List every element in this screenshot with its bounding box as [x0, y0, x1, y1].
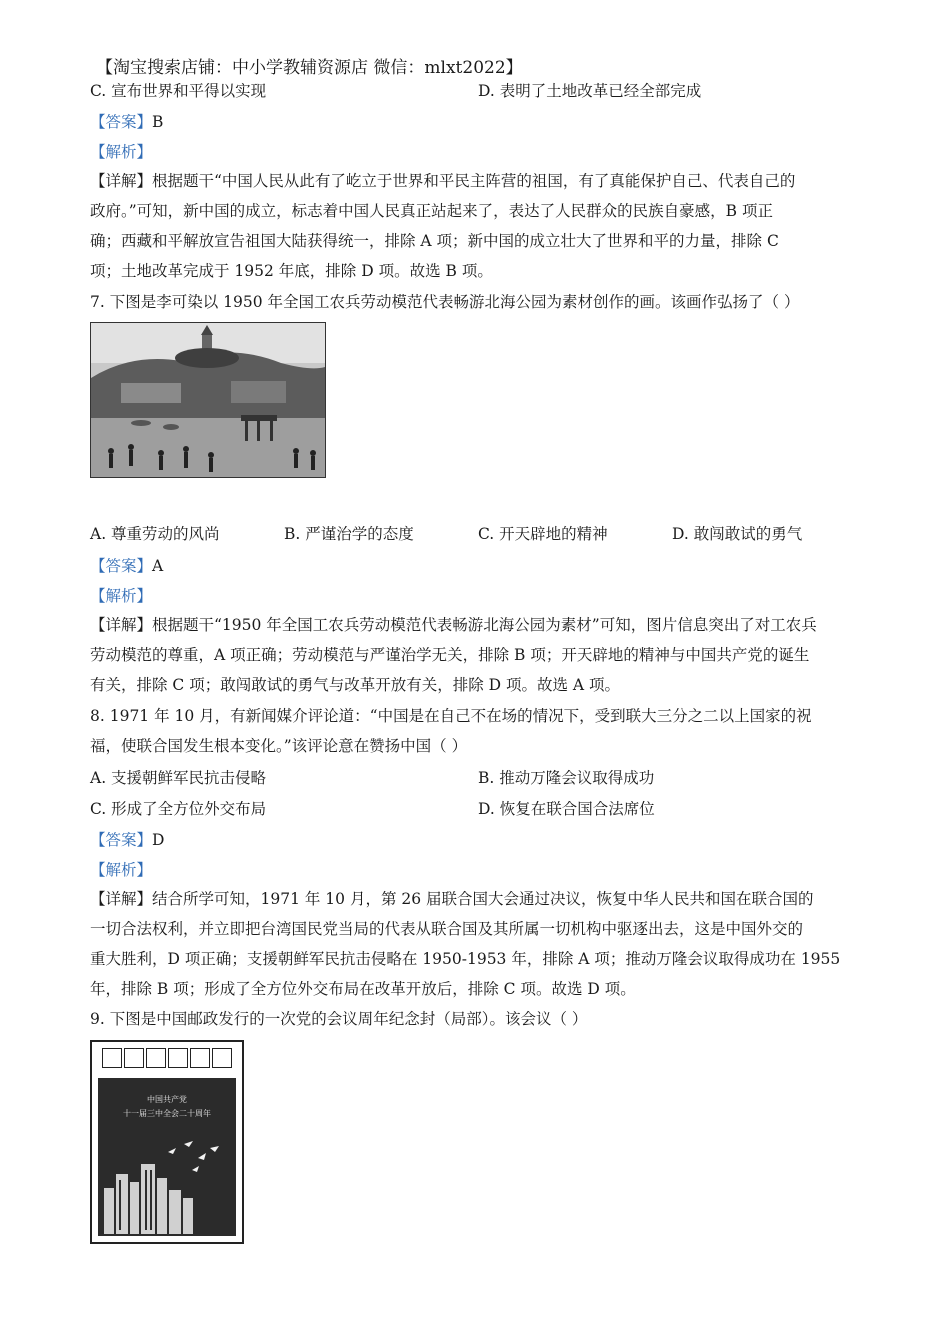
q6-detail-line: 【详解】根据题干“中国人民从此有了屹立于世界和平民主阵营的祖国，有了真能保护自己、代表自己的 [90, 172, 796, 190]
cover-title-line: 十一届三中全会二十周年 [123, 1109, 211, 1118]
q8-detail-line: 年，排除 B 项；形成了全方位外交布局在改革开放后，排除 C 项。故选 D 项。 [90, 980, 636, 998]
q8-option-b: B. 推动万隆会议取得成功 [478, 769, 655, 787]
q6-answer: B [152, 113, 164, 131]
q8-option-d: D. 恢复在联合国合法席位 [478, 800, 655, 818]
q8-detail-line: 重大胜利，D 项正确；支援朝鲜军民抗击侵略在 1950-1953 年，排除 A 项；推动万隆会议取得成功在 1955 [90, 950, 841, 968]
q8-analysis-tag: 【解析】 [90, 861, 153, 879]
q8-option-c: C. 形成了全方位外交布局 [90, 800, 267, 818]
painting-illustration [91, 323, 325, 477]
q8-option-a: A. 支援朝鲜军民抗击侵略 [90, 769, 267, 787]
beihai-park-painting [90, 322, 326, 478]
postcode-box [212, 1048, 232, 1068]
q8-answer: D [152, 831, 165, 849]
postcode-box [190, 1048, 210, 1068]
skyline-and-doves-icon [98, 1078, 232, 1234]
commemorative-cover-image [90, 1040, 244, 1244]
q6-analysis-tag: 【解析】 [90, 143, 153, 161]
q7-detail-line: 有关，排除 C 项；敢闯敢试的勇气与改革开放有关，排除 D 项。故选 A 项。 [90, 676, 621, 694]
answer-tag: 【答案】 [90, 113, 153, 131]
q7-detail-line: 【详解】根据题干“1950 年全国工农兵劳动模范代表畅游北海公园为素材”可知，图片信息突出了对工农兵 [90, 616, 817, 634]
q8-stem-line: 福，使联合国发生根本变化。”该评论意在赞扬中国（ ） [90, 737, 468, 755]
cover-title-line: 中国共产党 [147, 1095, 187, 1104]
q7-option-b: B. 严谨治学的态度 [284, 525, 414, 543]
q7-option-c: C. 开天辟地的精神 [478, 525, 608, 543]
q6-option-c: C. 宣布世界和平得以实现 [90, 82, 267, 100]
store-header: 【淘宝搜索店铺：中小学教辅资源店 微信：mlxt2022】 [96, 58, 523, 78]
q7-option-a: A. 尊重劳动的风尚 [90, 525, 220, 543]
answer-tag: 【答案】 [90, 557, 153, 575]
q8-detail-line: 一切合法权利，并立即把台湾国民党当局的代表从联合国及其所属一切机构中驱逐出去，这是中国外交的 [90, 920, 804, 938]
q6-option-d: D. 表明了土地改革已经全部完成 [478, 82, 702, 100]
postcode-box [168, 1048, 188, 1068]
q7-answer-row [90, 556, 163, 576]
postcode-box [124, 1048, 144, 1068]
q7-detail-line: 劳动模范的尊重，A 项正确；劳动模范与严谨治学无关，排除 B 项；开天辟地的精神与中国共产党的诞生 [90, 646, 810, 664]
q7-stem: 7. 下图是李可染以 1950 年全国工农兵劳动模范代表畅游北海公园为素材创作的画。该画作弘扬了（ ） [90, 293, 800, 311]
q8-answer-row [90, 830, 164, 850]
q6-answer-row [90, 112, 163, 132]
q7-option-d: D. 敢闯敢试的勇气 [672, 525, 803, 543]
q8-detail-line: 【详解】结合所学可知，1971 年 10 月，第 26 届联合国大会通过决议，恢复中华人民共和国在联合国的 [90, 890, 814, 908]
q7-answer: A [152, 557, 164, 575]
q6-detail-line: 政府。”可知，新中国的成立，标志着中国人民真正站起来了，表达了人民群众的民族自豪感，B 项正 [90, 202, 773, 220]
cover-artwork [98, 1078, 236, 1236]
postcode-box [146, 1048, 166, 1068]
postcode-box [102, 1048, 122, 1068]
q9-stem: 9. 下图是中国邮政发行的一次党的会议周年纪念封（局部）。该会议（ ） [90, 1010, 588, 1028]
q6-detail-line: 项；土地改革完成于 1952 年底，排除 D 项。故选 B 项。 [90, 262, 493, 280]
answer-tag: 【答案】 [90, 831, 153, 849]
q8-stem-line: 8. 1971 年 10 月，有新闻媒介评论道：“中国是在自己不在场的情况下，受到联大三分之二以上国家的祝 [90, 707, 812, 725]
q7-analysis-tag: 【解析】 [90, 587, 153, 605]
q6-detail-line: 确；西藏和平解放宣告祖国大陆获得统一，排除 A 项；新中国的成立壮大了世界和平的力量，排除 C [90, 232, 779, 250]
